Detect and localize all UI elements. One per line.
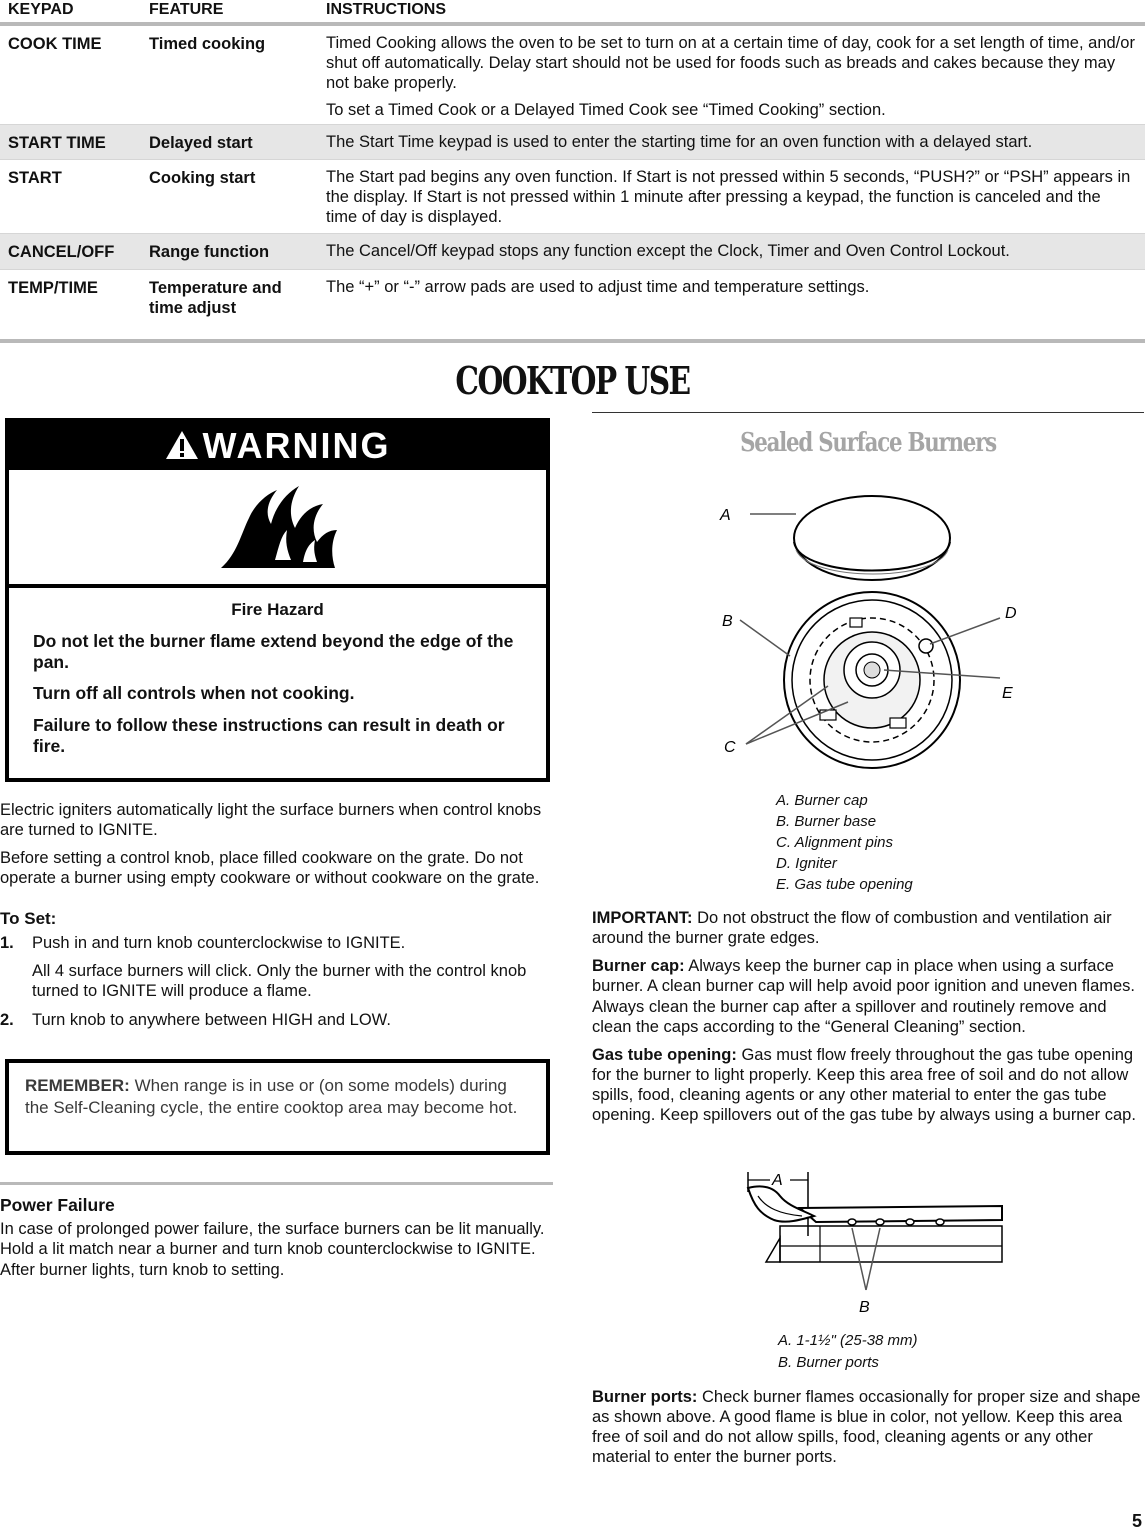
row-text: The Cancel/Off keypad stops any function except the Clock, Timer and Oven Control Lockout. (326, 242, 1010, 260)
row-feature: Timed cooking (149, 35, 266, 53)
step-2 (0, 1010, 550, 1030)
right-column-bottom (592, 1387, 1142, 1468)
hazard-title: Fire Hazard (231, 600, 324, 619)
row-text: The Start pad begins any oven function. If Start is not pressed within 5 seconds, “PUSH?” or “PSH” appears in the display. If Start is not pressed within 1 minute after pressing a keypad, the function is canceled and the time of day is displayed. (326, 168, 1131, 227)
row-text: The Start Time keypad is used to enter the starting time for an oven function with a delayed start. (326, 133, 1033, 151)
label-d: D (1005, 605, 1017, 622)
step-1 (0, 933, 550, 1001)
section-title: Sealed Surface Burners (740, 428, 996, 458)
power-failure-section (0, 1195, 550, 1280)
table-row (0, 125, 1145, 160)
paragraph (592, 1045, 1142, 1126)
legend-item: A. 1-1½" (25-38 mm) (778, 1332, 918, 1349)
keypad-table (0, 0, 1145, 330)
gas-tube-text: Gas must flow freely throughout the gas tube opening for the burner to light properly. Keep this area free of soil and do not allow spills, food, cleaning agents or any other material to enter the gas tube opening. Keep spillovers out of the gas tube by always using a burner cap. (592, 1045, 1136, 1125)
page-title: COOKTOP USE (455, 358, 690, 403)
legend-item: D. Igniter (776, 855, 837, 872)
legend-item: B. Burner base (776, 813, 877, 830)
table-row (0, 270, 1145, 330)
row-instructions (326, 160, 1145, 227)
step-number: 1. (0, 934, 14, 953)
fire-icon (219, 484, 339, 570)
power-failure-heading: Power Failure (0, 1195, 115, 1215)
paragraph (592, 956, 1142, 1037)
row-feature: Cooking start (149, 169, 256, 187)
remember-box (5, 1059, 550, 1155)
table-row (0, 160, 1145, 234)
flame-legend (778, 1330, 918, 1374)
remember-text: When range is in use or (on some models) during the Self-Cleaning cycle, the entire cooktop area may become hot. (25, 1076, 518, 1118)
to-set-heading: To Set: (0, 908, 57, 928)
row-feature: Temperature and time adjust (149, 279, 282, 318)
row-feature: Range function (149, 243, 270, 261)
burner-cap-text: Always keep the burner cap in place when using a surface burner. A clean burner cap will help avoid poor ignition and uneven flames. Always clean the burner cap after a spillover and routinely remove and clean the caps according to the “General Cleaning” section. (592, 957, 1136, 1036)
gas-tube-label: Gas tube opening: (592, 1045, 737, 1064)
row-keypad: COOK TIME (8, 35, 102, 53)
row-instructions (326, 270, 1145, 297)
header-instructions: INSTRUCTIONS (326, 1, 446, 18)
legend-item: C. Alignment pins (776, 834, 893, 851)
row-instructions (326, 26, 1145, 121)
warning-line: Failure to follow these instructions can result in death or fire. (33, 714, 505, 757)
header-feature: FEATURE (149, 1, 224, 18)
warning-line: Turn off all controls when not cooking. (33, 683, 355, 704)
warning-line: Do not let the burner flame extend beyond the edge of the pan. (33, 630, 514, 673)
label-c: C (724, 739, 736, 756)
divider (592, 412, 1144, 413)
row-keypad: CANCEL/OFF (8, 243, 115, 261)
table-header (0, 0, 1145, 26)
right-column (592, 908, 1142, 1133)
paragraph: Before setting a control knob, place filled cookware on the grate. Do not operate a burner using empty cookware or without cookware on the grate. (0, 849, 540, 888)
row-instructions (326, 125, 1145, 152)
step-text: Push in and turn knob counterclockwise to IGNITE. (32, 934, 406, 953)
legend-item: E. Gas tube opening (776, 876, 913, 893)
row-text: To set a Timed Cook or a Delayed Timed Cook see “Timed Cooking” section. (326, 101, 886, 120)
paragraph (592, 1387, 1142, 1468)
header-keypad: KEYPAD (8, 1, 74, 18)
table-row (0, 234, 1145, 270)
burner-legend (776, 790, 913, 895)
step-text: Turn knob to anywhere between HIGH and LOW. (32, 1010, 391, 1029)
row-instructions (326, 234, 1145, 261)
power-failure-text: In case of prolonged power failure, the surface burners can be lit manually. Hold a lit match near a burner and turn knob counterclockwise to IGNITE. After burner lights, turn knob to setting. (0, 1220, 545, 1279)
row-keypad: START (8, 169, 62, 187)
step-number: 2. (0, 1010, 14, 1029)
step-subtext: All 4 surface burners will click. Only the burner with the control knob turned to IGNITE will produce a flame. (32, 962, 527, 1001)
row-feature: Delayed start (149, 134, 253, 152)
left-column (0, 800, 550, 1038)
flame-diagram (740, 1166, 1010, 1316)
label-b: B (722, 613, 733, 630)
label-a2: A (772, 1172, 783, 1189)
row-text: The “+” or “-” arrow pads are used to adjust time and temperature settings. (326, 278, 870, 296)
remember-label: REMEMBER: (25, 1076, 130, 1095)
paragraph (592, 908, 1142, 948)
page-number: 5 (1131, 1511, 1142, 1531)
burner-cap-shape (794, 496, 950, 580)
label-e: E (1002, 685, 1013, 702)
row-keypad: TEMP/TIME (8, 279, 98, 297)
burner-diagram (700, 480, 1040, 780)
label-a: A (720, 507, 731, 524)
burner-ports-text: Check burner flames occasionally for proper size and shape as shown above. A good flame is blue in color, not yellow. Keep this area free of soil and do not allow spills, food, cleaning agents or any other material to enter the burner ports. (592, 1388, 1141, 1467)
section-divider (0, 339, 1145, 343)
important-label: IMPORTANT: (592, 909, 693, 927)
legend-item: A. Burner cap (776, 792, 868, 809)
important-text: Do not obstruct the flow of combustion and ventilation air around the burner grate edges. (592, 909, 1112, 948)
warning-box (5, 418, 550, 782)
burner-cap-label: Burner cap: (592, 957, 685, 976)
paragraph: Electric igniters automatically light the surface burners when control knobs are turned to IGNITE. (0, 801, 542, 840)
burner-ports-label: Burner ports: (592, 1388, 698, 1406)
warning-text (9, 588, 546, 757)
divider (0, 1182, 553, 1185)
label-b2: B (859, 1299, 870, 1316)
table-row (0, 26, 1145, 125)
warning-triangle-icon (165, 424, 199, 472)
row-text: Timed Cooking allows the oven to be set to turn on at a certain time of day, cook for a set length of time, and/or shut off automatically. Delay start should not be used for foods such as breads and cakes because they may not bake properly. (326, 34, 1135, 93)
row-keypad: START TIME (8, 134, 106, 152)
fire-hazard-pictogram (9, 470, 546, 588)
warning-heading: WARNING (202, 425, 391, 466)
warning-header (9, 422, 546, 470)
legend-item: B. Burner ports (778, 1354, 879, 1371)
